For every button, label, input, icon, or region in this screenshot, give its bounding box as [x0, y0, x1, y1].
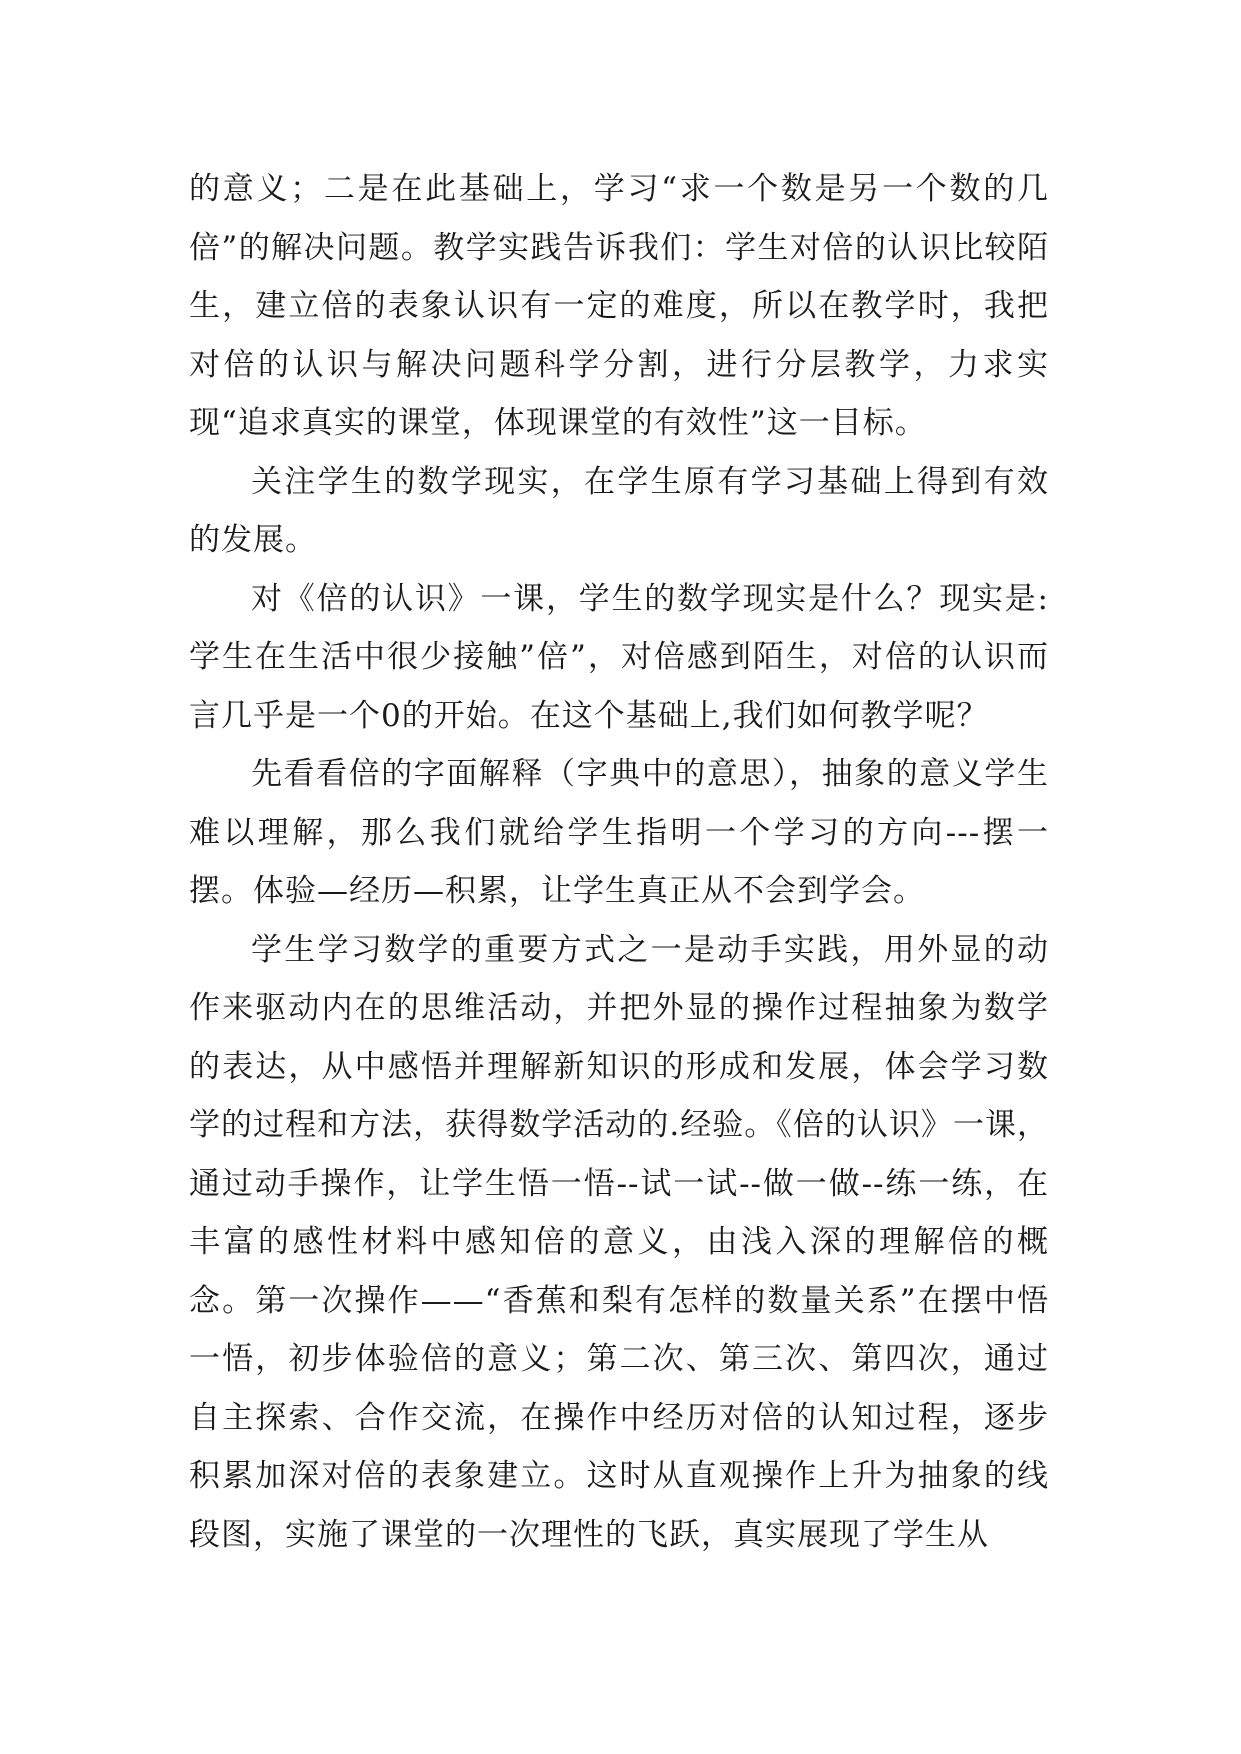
paragraph-5: 学生学习数学的重要方式之一是动手实践，用外显的动作来驱动内在的思维活动，并把外显的操作过程抽象为数学的表达，从中感悟并理解新知识的形成和发展，体会学习数学的过程和方法，获得数学活动的.经验。《倍的认识》一课，通过动手操作，让学生悟一悟--试一试--做一做--练一练，在丰富的感性材料中感知倍的意义，由浅入深的理解倍的概念。第一次操作——“香蕉和梨有怎样的数量关系”在摆中悟一悟，初步体验倍的意义；第二次、第三次、第四次，通过自主探索、合作交流，在操作中经历对倍的认知过程，逐步积累加深对倍的表象建立。这时从直观操作上升为抽象的线段图，实施了课堂的一次理性的飞跃，真实展现了学生从 [189, 931, 1049, 1553]
paragraph-1: 的意义；二是在此基础上，学习“求一个数是另一个数的几倍”的解决问题。教学实践告诉我们：学生对倍的认识比较陌生，建立倍的表象认识有一定的难度，所以在教学时，我把对倍的认识与解决问题科学分割，进行分层教学，力求实现“追求真实的课堂，体现课堂的有效性”这一目标。 [189, 171, 1049, 441]
paragraph-4: 先看看倍的字面解释（字典中的意思），抽象的意义学生难以理解，那么我们就给学生指明一个学习的方向---摆一摆。体验—经历—积累，让学生真正从不会到学会。 [189, 756, 1049, 909]
document-body [189, 160, 1049, 1564]
paragraph-3: 对《倍的认识》一课，学生的数学现实是什么？现实是:学生在生活中很少接触”倍”，对倍感到陌生，对倍的认识而言几乎是一个0的开始。在这个基础上,我们如何教学呢？ [189, 580, 1049, 734]
paragraph-2: 关注学生的数学现实，在学生原有学习基础上得到有效的发展。 [189, 463, 1049, 558]
